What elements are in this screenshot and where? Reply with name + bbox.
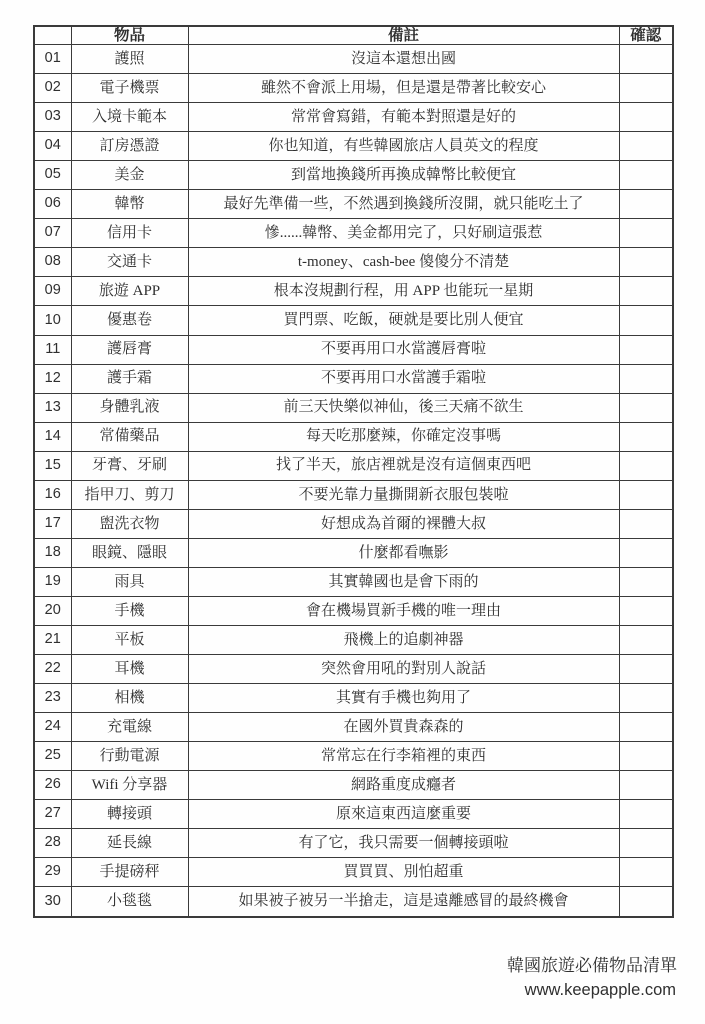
row-number: 14 <box>34 422 71 451</box>
item-note: 你也知道，有些韓國旅店人員英文的程度 <box>188 132 619 161</box>
confirm-cell <box>619 509 673 538</box>
item-name: 耳機 <box>71 655 188 684</box>
item-name: 盥洗衣物 <box>71 509 188 538</box>
table-row <box>34 771 673 800</box>
item-name: 護照 <box>71 45 188 74</box>
confirm-cell <box>619 829 673 858</box>
item-name: 旅遊 APP <box>71 277 188 306</box>
table-row <box>34 45 673 74</box>
row-number: 22 <box>34 655 71 684</box>
confirm-cell <box>619 393 673 422</box>
row-number: 25 <box>34 742 71 771</box>
table-row <box>34 509 673 538</box>
item-name: 牙膏、牙刷 <box>71 451 188 480</box>
item-note: 到當地換錢所再換成韓幣比較便宜 <box>188 161 619 190</box>
row-number: 11 <box>34 335 71 364</box>
item-note: 會在機場買新手機的唯一理由 <box>188 596 619 625</box>
item-name: 相機 <box>71 684 188 713</box>
item-note: t-money、cash-bee 傻傻分不清楚 <box>188 248 619 277</box>
item-name: 手機 <box>71 596 188 625</box>
item-name: 雨具 <box>71 567 188 596</box>
row-number: 18 <box>34 538 71 567</box>
item-name: 延長線 <box>71 829 188 858</box>
item-name: Wifi 分享器 <box>71 771 188 800</box>
confirm-cell <box>619 364 673 393</box>
confirm-cell <box>619 422 673 451</box>
row-number: 07 <box>34 219 71 248</box>
item-note: 根本沒規劃行程，用 APP 也能玩一星期 <box>188 277 619 306</box>
confirm-cell <box>619 132 673 161</box>
footer-title: 韓國旅遊必備物品清單 <box>507 956 677 975</box>
row-number: 12 <box>34 364 71 393</box>
confirm-cell <box>619 538 673 567</box>
row-number: 10 <box>34 306 71 335</box>
item-name: 平板 <box>71 625 188 654</box>
row-number: 04 <box>34 132 71 161</box>
col-header-note: 備註 <box>188 26 619 45</box>
row-number: 13 <box>34 393 71 422</box>
item-note: 有了它，我只需要一個轉接頭啦 <box>188 829 619 858</box>
item-note: 不要再用口水當護唇膏啦 <box>188 335 619 364</box>
row-number: 17 <box>34 509 71 538</box>
confirm-cell <box>619 713 673 742</box>
row-number: 26 <box>34 771 71 800</box>
item-note: 前三天快樂似神仙，後三天痛不欲生 <box>188 393 619 422</box>
item-name: 交通卡 <box>71 248 188 277</box>
row-number: 30 <box>34 887 71 917</box>
item-note: 什麼都看嘸影 <box>188 538 619 567</box>
table-row <box>34 538 673 567</box>
row-number: 05 <box>34 161 71 190</box>
confirm-cell <box>619 306 673 335</box>
item-name: 護唇膏 <box>71 335 188 364</box>
item-name: 電子機票 <box>71 74 188 103</box>
table-row <box>34 480 673 509</box>
item-note: 網路重度成癮者 <box>188 771 619 800</box>
table-row <box>34 596 673 625</box>
table-row <box>34 625 673 654</box>
item-name: 指甲刀、剪刀 <box>71 480 188 509</box>
confirm-cell <box>619 277 673 306</box>
row-number: 06 <box>34 190 71 219</box>
item-name: 轉接頭 <box>71 800 188 829</box>
row-number: 27 <box>34 800 71 829</box>
row-number: 28 <box>34 829 71 858</box>
item-note: 其實有手機也夠用了 <box>188 684 619 713</box>
item-name: 常備藥品 <box>71 422 188 451</box>
item-note: 每天吃那麼辣，你確定沒事嗎 <box>188 422 619 451</box>
item-name: 身體乳液 <box>71 393 188 422</box>
item-note: 常常會寫錯，有範本對照還是好的 <box>188 103 619 132</box>
item-name: 小毯毯 <box>71 887 188 917</box>
table-row <box>34 161 673 190</box>
item-name: 入境卡範本 <box>71 103 188 132</box>
row-number: 24 <box>34 713 71 742</box>
confirm-cell <box>619 45 673 74</box>
item-note: 在國外買貴森森的 <box>188 713 619 742</box>
row-number: 23 <box>34 684 71 713</box>
row-number: 15 <box>34 451 71 480</box>
table-row <box>34 655 673 684</box>
confirm-cell <box>619 625 673 654</box>
item-name: 眼鏡、隱眼 <box>71 538 188 567</box>
item-note: 雖然不會派上用場，但是還是帶著比較安心 <box>188 74 619 103</box>
item-note: 常常忘在行李箱裡的東西 <box>188 742 619 771</box>
confirm-cell <box>619 655 673 684</box>
col-header-confirm: 確認 <box>619 26 673 45</box>
confirm-cell <box>619 248 673 277</box>
table-row <box>34 364 673 393</box>
confirm-cell <box>619 103 673 132</box>
table-row <box>34 887 673 917</box>
table-row <box>34 74 673 103</box>
item-note: 沒這本還想出國 <box>188 45 619 74</box>
row-number: 09 <box>34 277 71 306</box>
confirm-cell <box>619 161 673 190</box>
confirm-cell <box>619 335 673 364</box>
col-header-item: 物品 <box>71 26 188 45</box>
item-name: 訂房憑證 <box>71 132 188 161</box>
table-row <box>34 829 673 858</box>
table-row <box>34 422 673 451</box>
item-note: 找了半天，旅店裡就是沒有這個東西吧 <box>188 451 619 480</box>
table-row <box>34 393 673 422</box>
item-note: 買門票、吃飯，硬就是要比別人便宜 <box>188 306 619 335</box>
item-name: 信用卡 <box>71 219 188 248</box>
row-number: 08 <box>34 248 71 277</box>
item-note: 好想成為首爾的裸體大叔 <box>188 509 619 538</box>
row-number: 16 <box>34 480 71 509</box>
item-note: 慘......韓幣、美金都用完了，只好刷這張惹 <box>188 219 619 248</box>
row-number: 21 <box>34 625 71 654</box>
confirm-cell <box>619 190 673 219</box>
confirm-cell <box>619 742 673 771</box>
row-number: 01 <box>34 45 71 74</box>
table-row <box>34 103 673 132</box>
table-row <box>34 800 673 829</box>
col-header-index <box>34 26 71 45</box>
item-note: 不要再用口水當護手霜啦 <box>188 364 619 393</box>
row-number: 02 <box>34 74 71 103</box>
confirm-cell <box>619 74 673 103</box>
item-name: 美金 <box>71 161 188 190</box>
item-note: 原來這東西這麼重要 <box>188 800 619 829</box>
row-number: 20 <box>34 596 71 625</box>
confirm-cell <box>619 858 673 887</box>
row-number: 19 <box>34 567 71 596</box>
item-note: 最好先準備一些，不然遇到換錢所沒開，就只能吃土了 <box>188 190 619 219</box>
item-note: 突然會用吼的對別人說話 <box>188 655 619 684</box>
table-header-row <box>34 26 673 45</box>
item-name: 行動電源 <box>71 742 188 771</box>
item-name: 充電線 <box>71 713 188 742</box>
table-row <box>34 567 673 596</box>
table-row <box>34 277 673 306</box>
item-name: 韓幣 <box>71 190 188 219</box>
table-row <box>34 684 673 713</box>
table-row <box>34 858 673 887</box>
row-number: 29 <box>34 858 71 887</box>
packing-list-table <box>33 25 674 918</box>
table-row <box>34 335 673 364</box>
confirm-cell <box>619 567 673 596</box>
table-row <box>34 713 673 742</box>
table-row <box>34 132 673 161</box>
row-number: 03 <box>34 103 71 132</box>
table-row <box>34 742 673 771</box>
item-note: 其實韓國也是會下雨的 <box>188 567 619 596</box>
confirm-cell <box>619 684 673 713</box>
item-name: 護手霜 <box>71 364 188 393</box>
item-name: 優惠卷 <box>71 306 188 335</box>
confirm-cell <box>619 800 673 829</box>
confirm-cell <box>619 219 673 248</box>
table-row <box>34 248 673 277</box>
item-note: 如果被子被另一半搶走，這是遠離感冒的最終機會 <box>188 887 619 917</box>
table-row <box>34 190 673 219</box>
item-note: 買買買、別怕超重 <box>188 858 619 887</box>
confirm-cell <box>619 480 673 509</box>
footer-url: www.keepapple.com <box>524 981 676 999</box>
item-name: 手提磅秤 <box>71 858 188 887</box>
table-row <box>34 451 673 480</box>
confirm-cell <box>619 596 673 625</box>
table-row <box>34 219 673 248</box>
confirm-cell <box>619 771 673 800</box>
item-note: 飛機上的追劇神器 <box>188 625 619 654</box>
confirm-cell <box>619 451 673 480</box>
table-row <box>34 306 673 335</box>
confirm-cell <box>619 887 673 917</box>
item-note: 不要光靠力量撕開新衣服包裝啦 <box>188 480 619 509</box>
